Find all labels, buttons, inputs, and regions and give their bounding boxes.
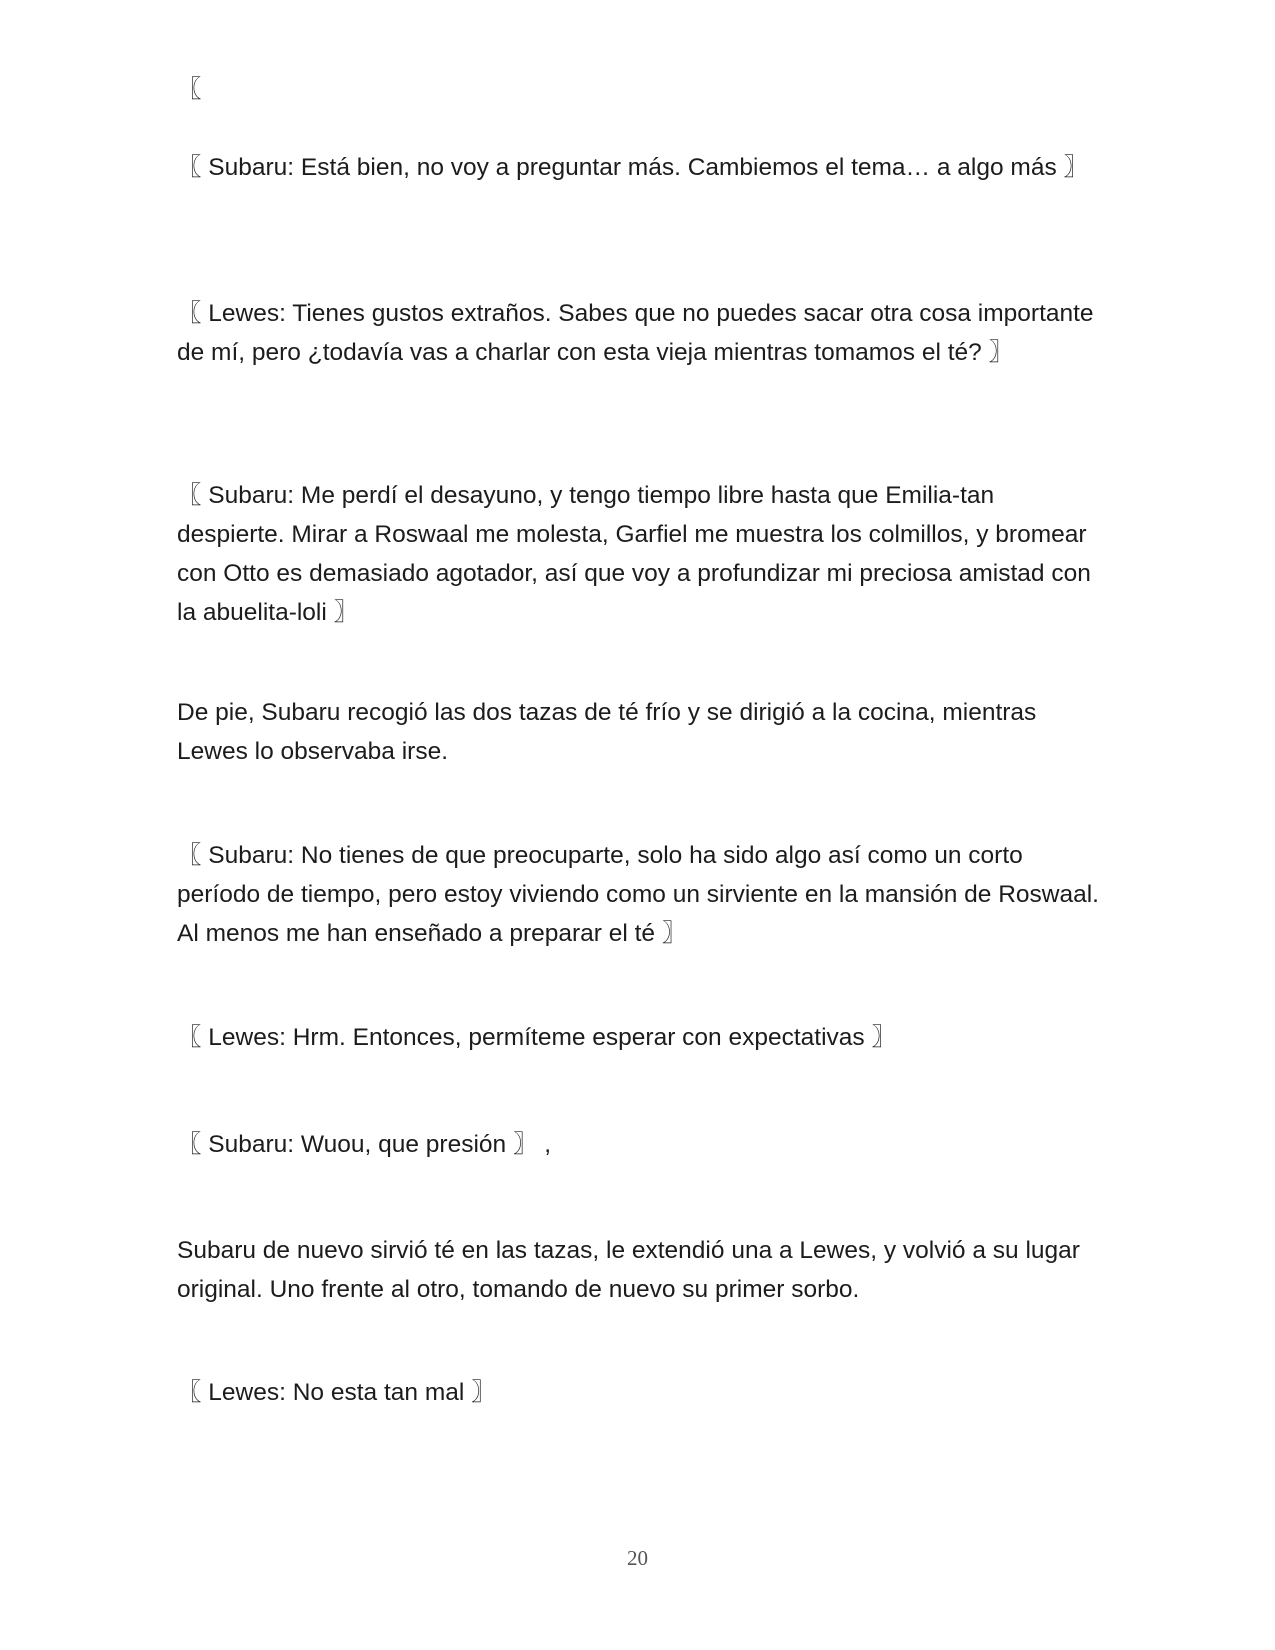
paragraph-subaru-servant: 〖 Subaru: No tienes de que preocuparte, solo ha sido algo así como un corto período de tiempo, pero estoy viviendo como un sirviente en la mansión de Roswaal. Al menos me han enseñado a preparar el té 〗	[177, 842, 1099, 947]
paragraph-lewes-expectations: 〖 Lewes: Hrm. Entonces, permíteme esperar con expectativas 〗	[177, 1024, 896, 1051]
paragraph-lewes-not-bad: 〖 Lewes: No esta tan mal 〗	[177, 1379, 496, 1406]
paragraph-subaru-pressure: 〖 Subaru: Wuou, que presión 〗 ,	[177, 1131, 552, 1158]
paragraph-lewes-strange-tastes: 〖 Lewes: Tienes gustos extraños. Sabes que no puedes sacar otra cosa importante de mí, pero ¿todavía vas a charlar con esta vieja mientras tomamos el té? 〗	[177, 300, 1094, 366]
paragraph-opening-bracket: 〖	[177, 76, 202, 103]
paragraph-narration-kitchen: De pie, Subaru recogió las dos tazas de té frío y se dirigió a la cocina, mientras Lewes lo observaba irse.	[177, 699, 1037, 765]
paragraph-subaru-missed-breakfast: 〖 Subaru: Me perdí el desayuno, y tengo tiempo libre hasta que Emilia-tan despierte. Mirar a Roswaal me molesta, Garfiel me muestra los colmillos, y bromear con Otto es demasiado agotador, así que voy a profundizar mi preciosa amistad con la abuelita-loli 〗	[177, 482, 1091, 626]
paragraph-subaru-change-topic: 〖 Subaru: Está bien, no voy a preguntar más. Cambiemos el tema… a algo más 〗	[177, 154, 1089, 181]
paragraph-narration-serving-tea: Subaru de nuevo sirvió té en las tazas, le extendió una a Lewes, y volvió a su lugar original. Uno frente al otro, tomando de nuevo su primer sorbo.	[177, 1237, 1080, 1303]
page-number: 20	[627, 1546, 648, 1570]
